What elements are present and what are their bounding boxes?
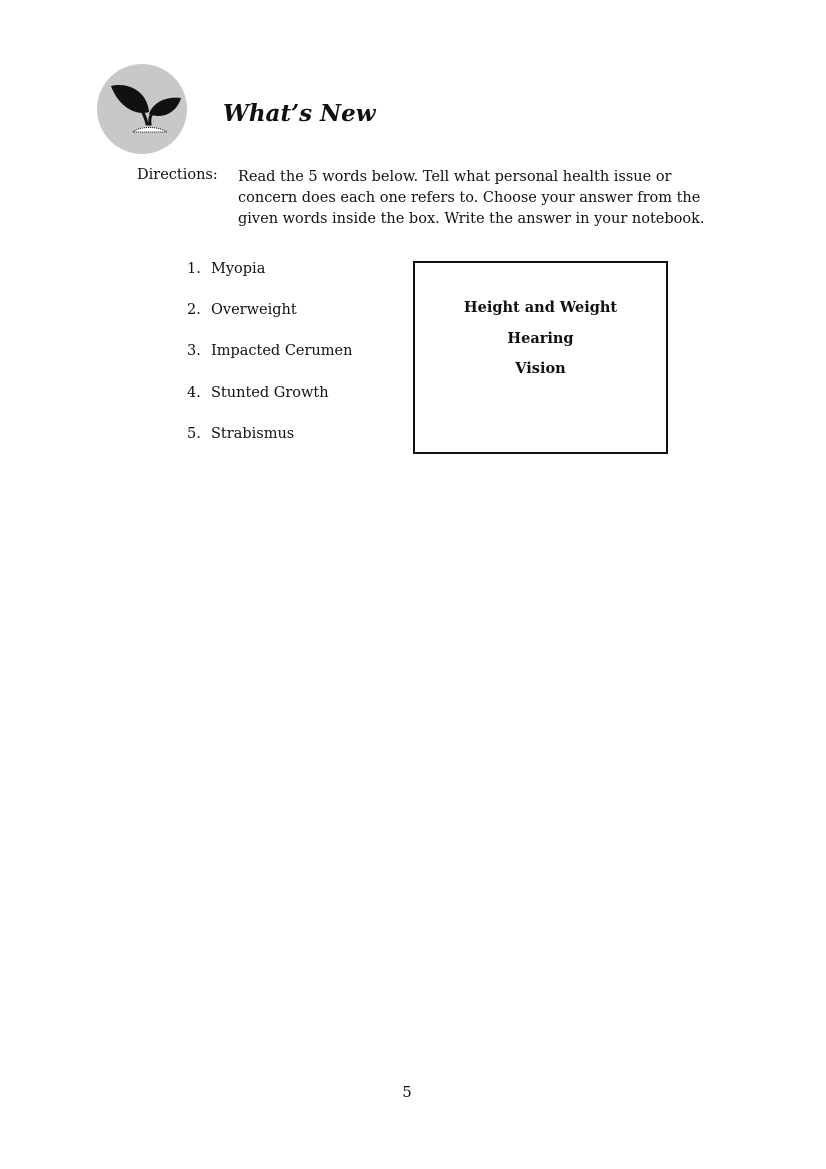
directions-label: Directions: [137,167,218,183]
directions-line: concern does each one refers to. Choose your answer from the [238,190,701,206]
item-number: 5. [187,425,201,442]
box-word: Height and Weight [463,299,618,316]
section-title: What’s New [223,100,376,127]
item-number: 3. [187,343,201,360]
item-number: 1. [187,261,201,277]
directions-text [238,167,705,230]
box-word: Vision [515,360,566,377]
answer-word-box [413,261,668,454]
word-list [187,261,352,467]
item-number: 4. [187,384,201,401]
item-number: 2. [187,302,201,319]
item-text: Overweight [211,302,297,319]
plant-sprout-icon [97,64,187,154]
list-item [187,302,352,343]
item-text: Myopia [211,261,266,277]
directions-line: given words inside the box. Write the answer in your notebook. [238,211,705,227]
item-text: Impacted Cerumen [211,343,353,360]
list-item [187,426,352,467]
list-item [187,385,352,426]
item-text: Strabismus [211,425,295,442]
page-number: 5 [402,1083,412,1101]
directions-line: Read the 5 words below. Tell what personal health issue or [238,169,672,185]
list-item [187,261,352,302]
list-item [187,343,352,384]
item-text: Stunted Growth [211,384,329,401]
box-word: Hearing [507,329,574,347]
